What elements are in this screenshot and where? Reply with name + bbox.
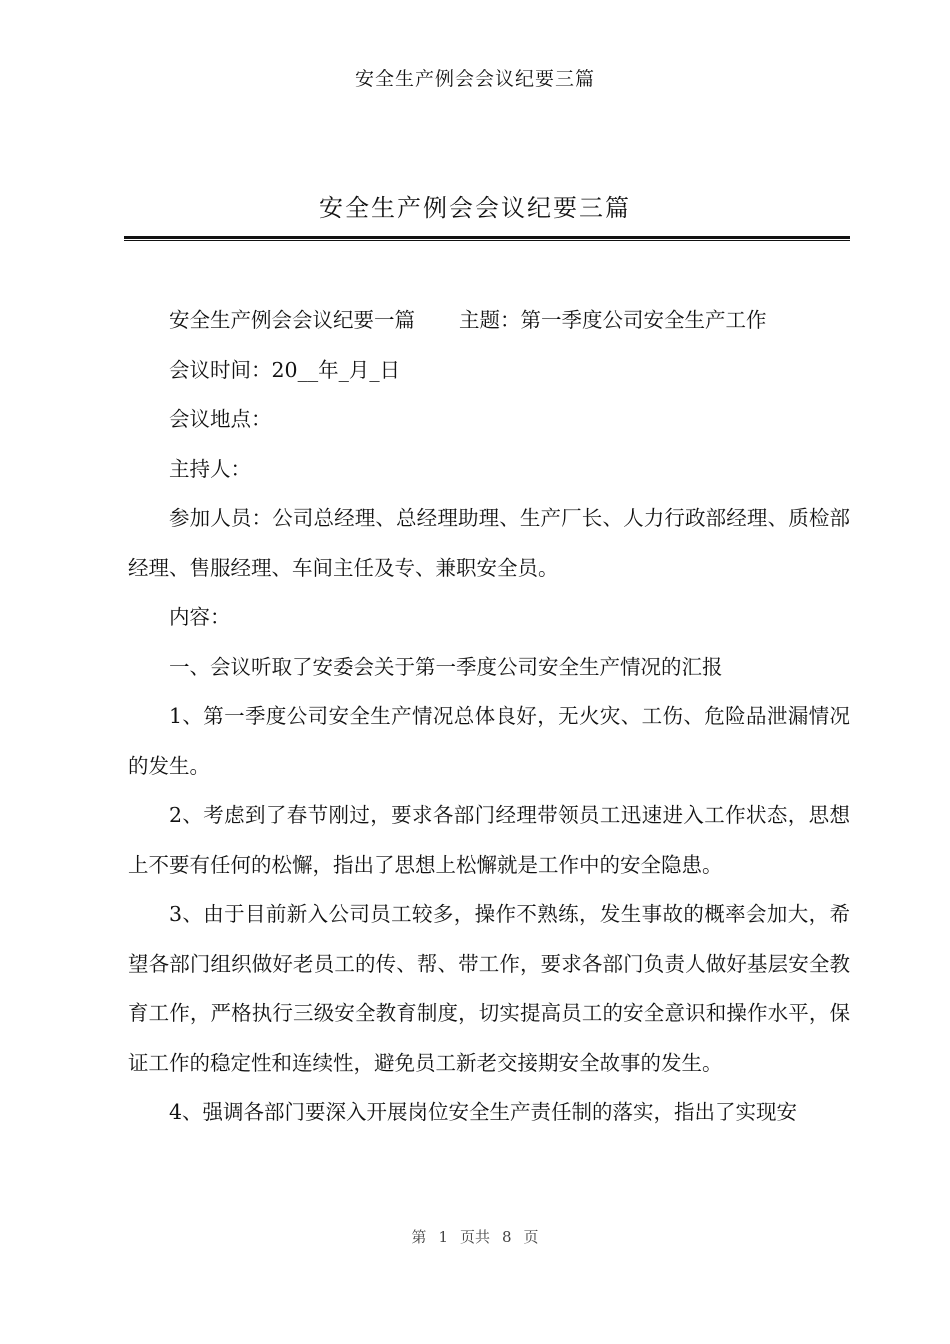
section-heading-1: 一、会议听取了安委会关于第一季度公司安全生产情况的汇报 [169, 654, 723, 679]
item-3: 3、由于目前新入公司员工较多，操作不熟练，发生事故的概率会加大，希望各部门组织做好老员工的传、帮、带工作，要求各部门负责人做好基层安全教育工作，严格执行三级安全教育制度，切实提高员工的安全意识和操作水平，保证工作的稳定性和连续性，避免员工新老交接期安全故事的发生。 [128, 902, 850, 1075]
document-title: 安全生产例会会议纪要三篇 [319, 194, 631, 222]
meeting-time: 会议时间：20__年_月_日 [169, 357, 401, 382]
content-label: 内容： [169, 605, 231, 629]
running-header: 安全生产例会会议纪要三篇 [354, 68, 595, 90]
intro-subject: 主题：第一季度公司安全生产工作 [459, 308, 767, 332]
footer-total-pages: 8 [502, 1228, 512, 1246]
intro-heading: 安全生产例会会议纪要一篇 [169, 308, 415, 332]
meeting-host: 主持人： [169, 456, 251, 481]
item-1: 1、第一季度公司安全生产情况总体良好，无火灾、工伤、危险品泄漏情况的发生。 [128, 704, 850, 778]
item-4: 4、强调各部门要深入开展岗位安全生产责任制的落实，指出了实现安 [169, 1100, 798, 1124]
document-body [128, 296, 850, 1138]
page-footer [0, 1226, 950, 1247]
footer-suffix: 页 [523, 1228, 539, 1246]
footer-prefix: 第 [411, 1228, 427, 1246]
item-2: 2、考虑到了春节刚过，要求各部门经理带领员工迅速进入工作状态，思想上不要有任何的松懈，指出了思想上松懈就是工作中的安全隐患。 [128, 803, 850, 877]
footer-page-number: 1 [438, 1228, 448, 1246]
meeting-attendees: 参加人员：公司总经理、总经理助理、生产厂长、人力行政部经理、质检部经理、售服经理、车间主任及专、兼职安全员。 [128, 506, 850, 580]
title-double-rule [124, 236, 850, 241]
intro-line [128, 296, 850, 346]
footer-middle: 页共 [459, 1228, 490, 1246]
meeting-location: 会议地点： [169, 407, 272, 431]
